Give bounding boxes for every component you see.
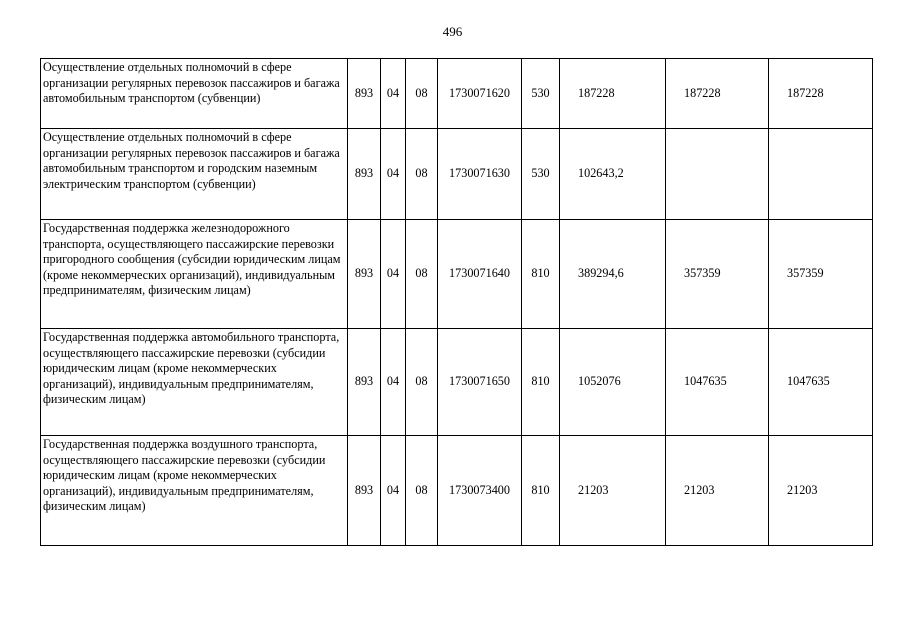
target-article-code: 1730071640 — [438, 220, 522, 329]
amount-year-1: 1052076 — [560, 329, 666, 436]
amount-year-2: 21203 — [666, 436, 769, 546]
subsection-code: 08 — [406, 59, 438, 129]
target-article-code: 1730073400 — [438, 436, 522, 546]
expense-type-code: 530 — [522, 129, 560, 220]
row-name: Государственная поддержка воздушного транспорта, осуществляющего пассажирские перевозки (субсидии юридическим лицам (кроме некоммерческих организаций), индивидуальным предпринимателям, физическим лицам) — [41, 436, 348, 546]
ministry-code: 893 — [348, 129, 381, 220]
amount-year-3: 1047635 — [769, 329, 873, 436]
ministry-code: 893 — [348, 436, 381, 546]
amount-year-1: 102643,2 — [560, 129, 666, 220]
budget-table — [40, 58, 873, 546]
subsection-code: 08 — [406, 129, 438, 220]
row-name: Государственная поддержка железнодорожного транспорта, осуществляющего пассажирские перевозки пригородного сообщения (субсидии юридическим лицам (кроме некоммерческих организаций), индивидуальным предпринимателям, физическим лицам) — [41, 220, 348, 329]
table-row — [41, 59, 873, 129]
amount-year-1: 187228 — [560, 59, 666, 129]
target-article-code: 1730071650 — [438, 329, 522, 436]
ministry-code: 893 — [348, 59, 381, 129]
expense-type-code: 810 — [522, 436, 560, 546]
expense-type-code: 810 — [522, 329, 560, 436]
section-code: 04 — [381, 329, 406, 436]
ministry-code: 893 — [348, 220, 381, 329]
table-row — [41, 436, 873, 546]
amount-year-2: 1047635 — [666, 329, 769, 436]
ministry-code: 893 — [348, 329, 381, 436]
table-row — [41, 220, 873, 329]
row-name: Государственная поддержка автомобильного транспорта, осуществляющего пассажирские перевозки (субсидии юридическим лицам (кроме некоммерческих организаций), индивидуальным предпринимателям, физическим лицам) — [41, 329, 348, 436]
expense-type-code: 530 — [522, 59, 560, 129]
expense-type-code: 810 — [522, 220, 560, 329]
amount-year-2: 357359 — [666, 220, 769, 329]
row-name: Осуществление отдельных полномочий в сфере организации регулярных перевозок пассажиров и багажа автомобильным транспортом и городским наземным электрическим транспортом (субвенции) — [41, 129, 348, 220]
section-code: 04 — [381, 220, 406, 329]
subsection-code: 08 — [406, 220, 438, 329]
table-row — [41, 129, 873, 220]
section-code: 04 — [381, 436, 406, 546]
page-number: 496 — [442, 24, 463, 39]
amount-year-2 — [666, 129, 769, 220]
amount-year-3 — [769, 129, 873, 220]
amount-year-1: 21203 — [560, 436, 666, 546]
section-code: 04 — [381, 59, 406, 129]
amount-year-2: 187228 — [666, 59, 769, 129]
target-article-code: 1730071630 — [438, 129, 522, 220]
target-article-code: 1730071620 — [438, 59, 522, 129]
amount-year-3: 21203 — [769, 436, 873, 546]
row-name: Осуществление отдельных полномочий в сфере организации регулярных перевозок пассажиров и багажа автомобильным транспортом (субвенции) — [41, 59, 348, 129]
section-code: 04 — [381, 129, 406, 220]
subsection-code: 08 — [406, 329, 438, 436]
amount-year-3: 187228 — [769, 59, 873, 129]
table-row — [41, 329, 873, 436]
subsection-code: 08 — [406, 436, 438, 546]
amount-year-3: 357359 — [769, 220, 873, 329]
amount-year-1: 389294,6 — [560, 220, 666, 329]
